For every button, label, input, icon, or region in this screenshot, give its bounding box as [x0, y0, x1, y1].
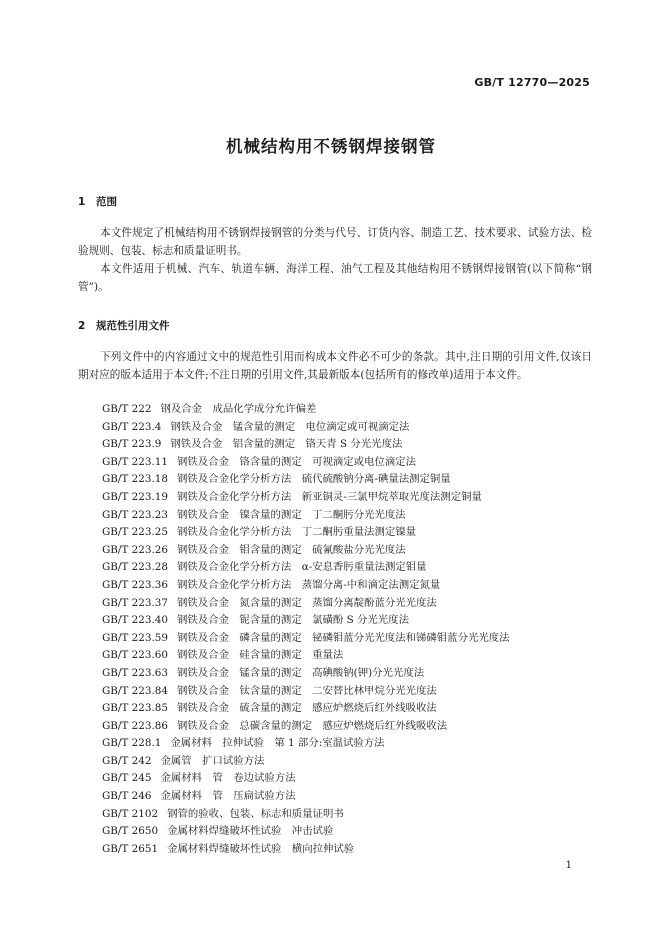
reference-item	[102, 647, 602, 665]
scope-paragraph-2: 本文件适用于机械、汽车、轨道车辆、海洋工程、油气工程及其他结构用不锈钢焊接钢管(以下简称“钢管”)。	[78, 263, 592, 293]
reference-item	[102, 665, 602, 683]
reference-title: 钢铁及合金 镍含量的测定 丁二酮肟分光光度法	[177, 508, 406, 521]
reference-code: GB/T 223.63	[102, 666, 169, 679]
reference-item	[102, 700, 602, 718]
reference-item	[102, 841, 602, 859]
section-title: 范围	[96, 196, 117, 208]
reference-code: GB/T 223.40	[102, 614, 169, 627]
reference-title: 钢铁及合金 钼含量的测定 硫氰酸盐分光光度法	[177, 543, 406, 556]
reference-item	[102, 401, 602, 419]
reference-code: GB/T 2650	[102, 825, 159, 838]
reference-code: GB/T 223.85	[102, 702, 169, 715]
reference-code: GB/T 223.19	[102, 490, 169, 503]
reference-code: GB/T 223.18	[102, 473, 169, 486]
section-title: 规范性引用文件	[96, 320, 170, 332]
reference-list	[102, 401, 602, 858]
reference-code: GB/T 223.11	[102, 455, 169, 468]
document-title: 机械结构用不锈钢焊接钢管	[226, 137, 436, 156]
reference-item	[102, 612, 602, 630]
scope-paragraph-1: 本文件规定了机械结构用不锈钢焊接钢管的分类与代号、订货内容、制造工艺、技术要求、试验方法、检验规则、包装、标志和质量证明书。	[78, 227, 592, 257]
reference-title: 钢铁及合金 铌含量的测定 氯磺酚 S 分光光度法	[177, 614, 409, 627]
reference-item	[102, 471, 602, 489]
reference-code: GB/T 223.37	[102, 596, 169, 609]
reference-item	[102, 788, 602, 806]
reference-title: 金属材料 管 压扁试验方法	[160, 790, 296, 803]
reference-item	[102, 559, 602, 577]
reference-title: 金属管 扩口试验方法	[160, 754, 265, 767]
reference-item	[102, 436, 602, 454]
reference-title: 钢铁及合金 总碳含量的测定 感应炉燃烧后红外线吸收法	[177, 719, 448, 732]
reference-item	[102, 577, 602, 595]
reference-code: GB/T 228.1	[102, 737, 162, 750]
section-number: 2	[78, 320, 86, 332]
reference-code: GB/T 223.84	[102, 684, 169, 697]
reference-title: 钢铁及合金化学分析方法 α-安息香肟重量法测定钼量	[177, 561, 427, 574]
reference-title: 钢铁及合金 锰含量的测定 高碘酸钠(钾)分光光度法	[177, 666, 425, 679]
reference-title: 钢铁及合金 钛含量的测定 二安替比林甲烷分光光度法	[177, 684, 437, 697]
reference-item	[102, 524, 602, 542]
reference-title: 钢管的验收、包装、标志和质量证明书	[167, 807, 344, 820]
reference-code: GB/T 2102	[102, 807, 159, 820]
reference-title: 钢铁及合金 锰含量的测定 电位滴定或可视滴定法	[170, 420, 410, 433]
reference-code: GB/T 2651	[102, 842, 159, 855]
reference-title: 钢铁及合金化学分析方法 丁二酮肟重量法测定镍量	[177, 526, 417, 539]
section-heading-normative-references	[78, 318, 170, 333]
reference-code: GB/T 223.86	[102, 719, 169, 732]
reference-item	[102, 595, 602, 613]
reference-title: 钢铁及合金 氮含量的测定 蒸馏分离靛酚蓝分光光度法	[177, 596, 437, 609]
reference-title: 钢铁及合金 磷含量的测定 铋磷钼蓝分光光度法和锑磷钼蓝分光光度法	[177, 631, 510, 644]
reference-code: GB/T 223.25	[102, 526, 169, 539]
reference-title: 金属材料焊缝破坏性试验 横向拉伸试验	[167, 842, 355, 855]
reference-item	[102, 823, 602, 841]
section-heading-scope	[78, 194, 117, 209]
reference-item	[102, 630, 602, 648]
reference-item	[102, 735, 602, 753]
reference-title: 金属材料 管 卷边试验方法	[160, 772, 296, 785]
normative-references-intro: 下列文件中的内容通过文中的规范性引用而构成本文件必不可少的条款。其中,注日期的引用文件,仅该日期对应的版本适用于本文件;不注日期的引用文件,其最新版本(包括所有的修改单)适用于本文件。	[78, 351, 592, 381]
reference-item	[102, 419, 602, 437]
reference-item	[102, 753, 602, 771]
reference-item	[102, 683, 602, 701]
reference-title: 钢铁及合金化学分析方法 蒸馏分离-中和滴定法测定氮量	[177, 578, 441, 591]
reference-item	[102, 770, 602, 788]
reference-code: GB/T 242	[102, 754, 152, 767]
reference-code: GB/T 223.23	[102, 508, 169, 521]
reference-code: GB/T 245	[102, 772, 152, 785]
reference-title: 金属材料 拉伸试验 第 1 部分:室温试验方法	[170, 737, 385, 750]
reference-title: 钢铁及合金 铬含量的测定 可视滴定或电位滴定法	[177, 455, 417, 468]
section-number: 1	[78, 196, 86, 208]
reference-title: 金属材料焊缝破坏性试验 冲击试验	[167, 825, 334, 838]
reference-code: GB/T 223.26	[102, 543, 169, 556]
reference-code: GB/T 246	[102, 790, 152, 803]
reference-code: GB/T 223.4	[102, 420, 162, 433]
reference-title: 钢铁及合金 铝含量的测定 铬天青 S 分光光度法	[170, 438, 403, 451]
reference-title: 钢铁及合金 硅含量的测定 重量法	[177, 649, 344, 662]
reference-code: GB/T 222	[102, 403, 152, 415]
reference-item	[102, 806, 602, 824]
reference-item	[102, 542, 602, 560]
reference-item	[102, 489, 602, 507]
reference-code: GB/T 223.28	[102, 561, 169, 574]
reference-title: 钢及合金 成品化学成分允许偏差	[160, 403, 317, 415]
reference-code: GB/T 223.60	[102, 649, 169, 662]
reference-title: 钢铁及合金化学分析方法 新亚铜灵-三氯甲烷萃取光度法测定铜量	[177, 490, 482, 503]
reference-code: GB/T 223.36	[102, 578, 169, 591]
reference-title: 钢铁及合金 硫含量的测定 感应炉燃烧后红外线吸收法	[177, 702, 437, 715]
reference-item	[102, 454, 602, 472]
standard-number: GB/T 12770—2025	[474, 76, 590, 89]
reference-code: GB/T 223.59	[102, 631, 169, 644]
reference-title: 钢铁及合金化学分析方法 硫代硫酸钠分离-碘量法测定铜量	[177, 473, 451, 486]
reference-code: GB/T 223.9	[102, 438, 162, 451]
page-number: 1	[565, 860, 572, 871]
reference-item	[102, 718, 602, 736]
reference-item	[102, 507, 602, 525]
